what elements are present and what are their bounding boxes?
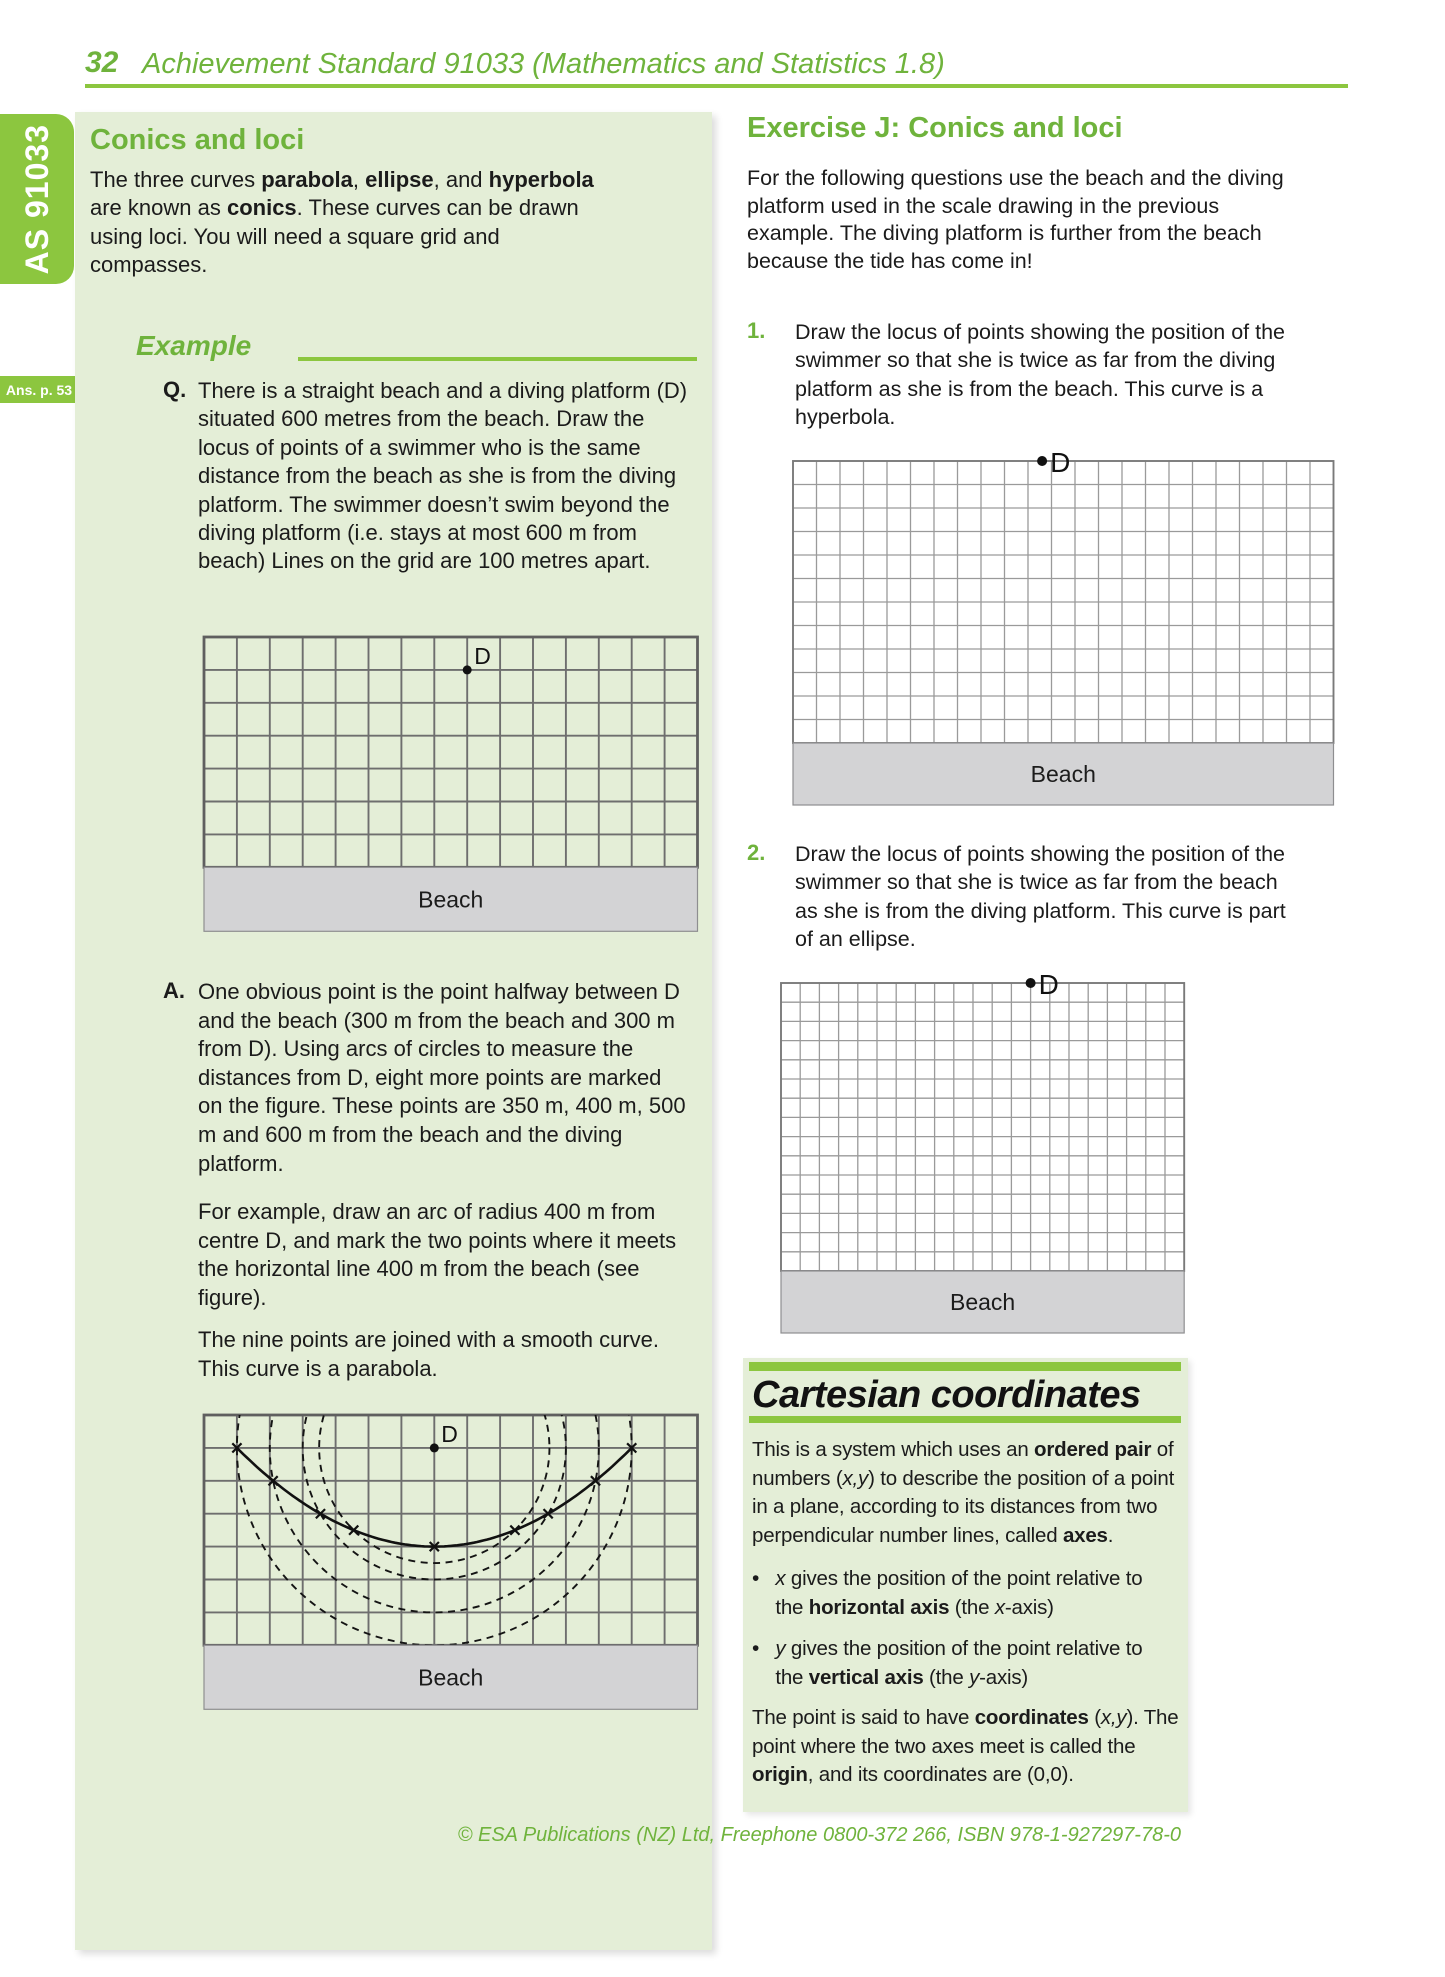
answer-label: A. bbox=[163, 978, 185, 1003]
diving-platform-point bbox=[1026, 978, 1036, 988]
exercise-title: Exercise J: Conics and loci bbox=[747, 112, 1123, 144]
answer-reference-label: Ans. p. 53 bbox=[5, 381, 73, 398]
answer-text-1: One obvious point is the point halfway between D and the beach (300 m from the beach and 300 m from D). Using arcs of circles to measure the distances from D, eight more points are marked on the figure. These points are 350 m, 400 m, 500 m and 600 m from the beach and the diving platform. bbox=[198, 979, 686, 1176]
question-text: There is a straight beach and a diving platform (D) situated 600 metres from the beach. Draw the locus of points of a swimmer who is the same distance from the beach as she is from the diving platform. The swimmer doesn’t swim beyond the diving platform (i.e. stays at most 600 m from beach) Lines on the grid are 100 metres apart. bbox=[198, 378, 688, 574]
page-title: Achievement Standard 91033 (Mathematics and Statistics 1.8) bbox=[142, 48, 945, 80]
diving-platform-point bbox=[430, 1443, 439, 1452]
exercise-item-2-number: 2. bbox=[747, 840, 766, 865]
diving-platform-label: D bbox=[1050, 447, 1071, 478]
section-intro: The three curves parabola, ellipse, and hyperbola are known as conics. These curves can be drawn using loci. You will need a square grid and compasses. bbox=[90, 167, 594, 278]
beach-label: Beach bbox=[950, 1288, 1016, 1315]
exercise-item-2-text: Draw the locus of points showing the position of the swimmer so that she is twice as far from the beach as she is from the diving platform. This curve is part of an ellipse. bbox=[795, 842, 1286, 952]
answer-text-3: The nine points are joined with a smooth curve. This curve is a parabola. bbox=[198, 1327, 660, 1381]
header-rule bbox=[85, 84, 1348, 88]
cartesian-heading: Cartesian coordinates bbox=[752, 1374, 1141, 1416]
bullet-icon: • bbox=[752, 1567, 760, 1590]
example-rule bbox=[298, 357, 697, 361]
diving-platform-label: D bbox=[474, 642, 491, 669]
cartesian-bullet-2-text: y gives the position of the point relative to the vertical axis (the y-axis) bbox=[775, 1637, 1143, 1689]
cartesian-bottom-rule bbox=[749, 1416, 1181, 1423]
cartesian-closing: The point is said to have coordinates (x,y). The point where the two axes meet is called the origin, and its coordinates are (0,0). bbox=[752, 1706, 1179, 1787]
question-label: Q. bbox=[163, 377, 187, 402]
example-figure-parabola bbox=[201, 1381, 715, 1717]
page-footer: © ESA Publications (NZ) Ltd, Freephone 0800-372 266, ISBN 978-1-927297-78-0 bbox=[457, 1824, 1181, 1846]
cartesian-body: This is a system which uses an ordered pair of numbers (x,y) to describe the position of a point in a plane, according to its distances from two perpendicular number lines, called axes. bbox=[752, 1438, 1175, 1548]
cartesian-bullet-1 bbox=[752, 1565, 1182, 1622]
exercise-2-figure-grid bbox=[778, 949, 1201, 1341]
parabola_grid-svg bbox=[201, 1381, 715, 1712]
example_grid-svg bbox=[201, 603, 715, 934]
standard-side-tab-label: AS 91033 bbox=[18, 123, 55, 275]
cartesian-bullet-1-text: x gives the position of the point relative to the horizontal axis (the x-axis) bbox=[775, 1567, 1143, 1619]
diving-platform-label: D bbox=[441, 1420, 458, 1447]
bullet-icon: • bbox=[752, 1637, 760, 1660]
page-number: 32 bbox=[85, 46, 119, 79]
beach-label: Beach bbox=[418, 886, 484, 913]
standard-side-tab bbox=[0, 114, 74, 284]
section-title: Conics and loci bbox=[90, 124, 305, 156]
exercise-1-figure-grid bbox=[790, 427, 1351, 813]
beach-label: Beach bbox=[418, 1664, 484, 1691]
exercise-intro: For the following questions use the beach and the diving platform used in the scale drawing in the previous example. The diving platform is further from the beach because the tide has come in! bbox=[747, 166, 1284, 273]
exercise1_grid-svg bbox=[790, 427, 1351, 808]
exercise-item-1-number: 1. bbox=[747, 318, 766, 343]
diving-platform-label: D bbox=[1038, 969, 1059, 1001]
cartesian-top-rule bbox=[749, 1362, 1181, 1371]
exercise-item-1-text: Draw the locus of points showing the position of the swimmer so that she is twice as far from the diving platform as she is from the beach. This curve is a hyperbola. bbox=[795, 320, 1286, 430]
diving-platform-point bbox=[463, 665, 472, 674]
example-figure-grid bbox=[201, 603, 715, 939]
cartesian-bullet-2 bbox=[752, 1635, 1182, 1692]
answer-text-2: For example, draw an arc of radius 400 m from centre D, and mark the two points where it meets the horizontal line 400 m from the beach (see figure). bbox=[198, 1199, 677, 1310]
example-heading: Example bbox=[136, 330, 252, 361]
diving-platform-point bbox=[1037, 456, 1047, 466]
beach-label: Beach bbox=[1030, 761, 1096, 787]
exercise2_grid-svg bbox=[778, 949, 1201, 1336]
